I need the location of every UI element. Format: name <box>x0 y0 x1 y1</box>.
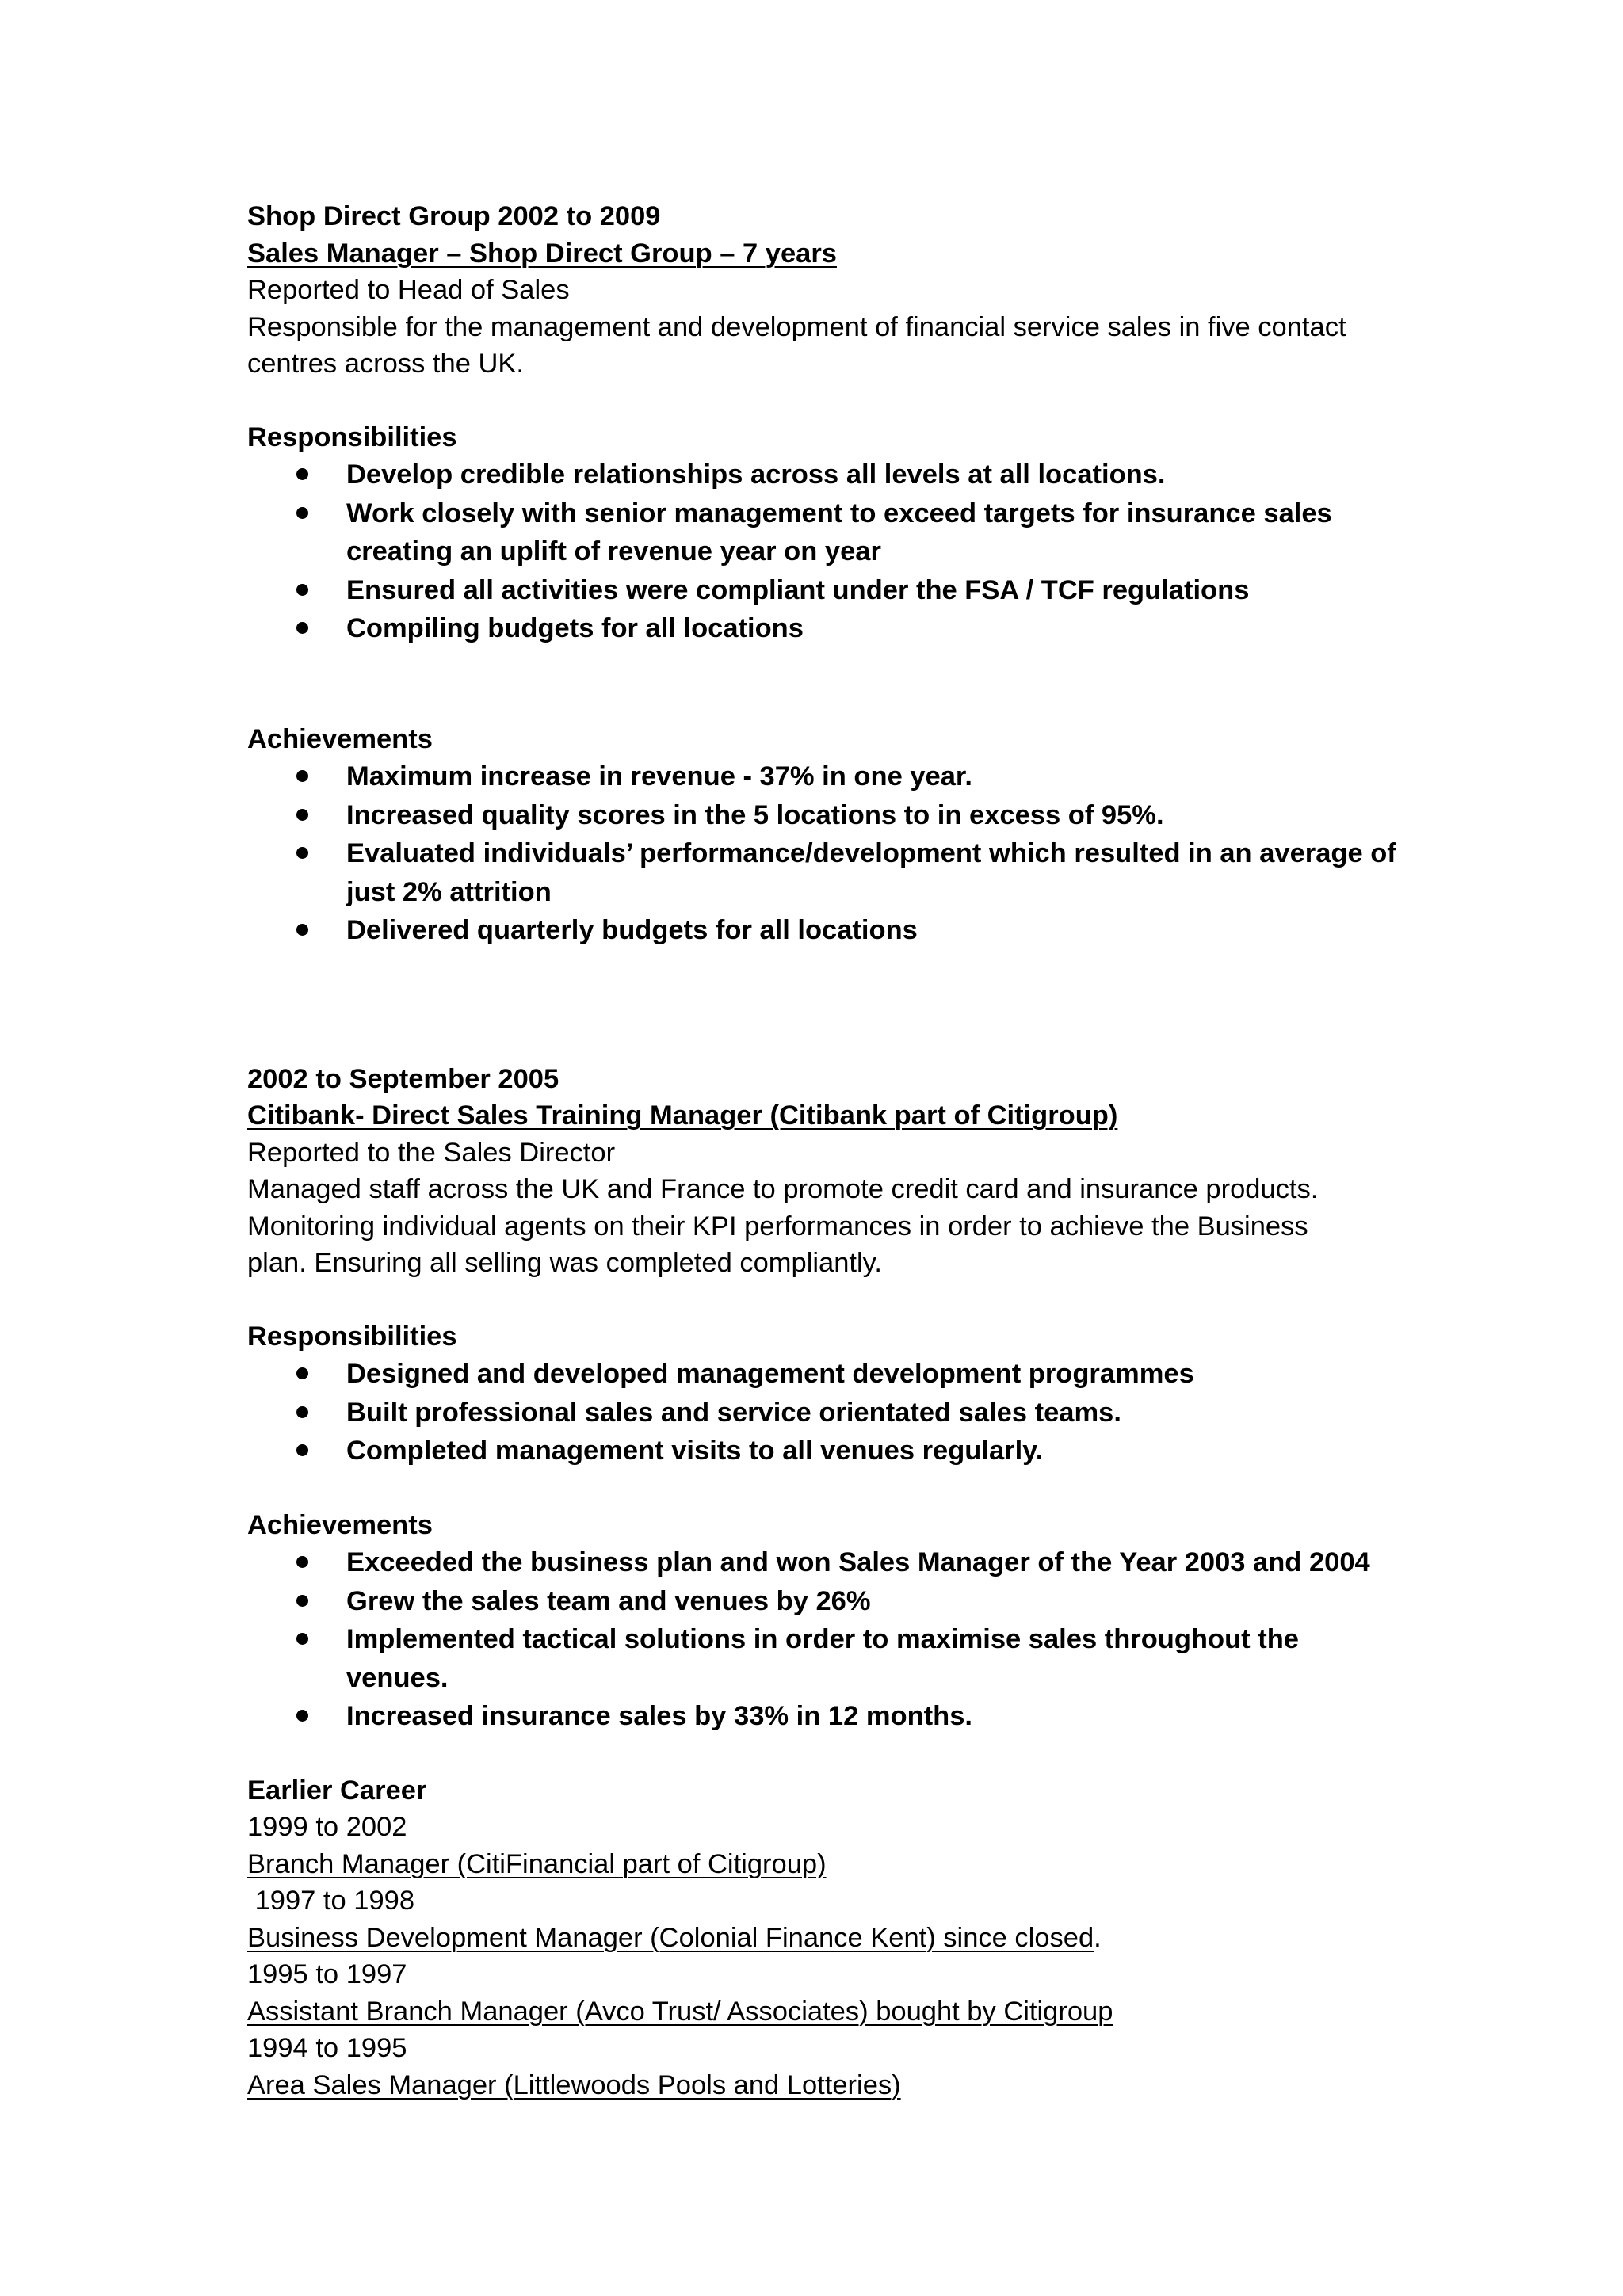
career-years: 1997 to 1998 <box>247 1886 415 1916</box>
job-title: Citibank- Direct Sales Training Manager (Citibank part of Citigroup) <box>247 1100 1118 1131</box>
list-item: Built professional sales and service orientated sales teams. <box>247 1394 1404 1432</box>
list-item: Increased insurance sales by 33% in 12 months. <box>247 1697 1404 1736</box>
job-description-line: Monitoring individual agents on their KPI performances in order to achieve the Business <box>247 1211 1308 1241</box>
list-item: Ensured all activities were compliant under the FSA / TCF regulations <box>247 571 1404 610</box>
list-item: Delivered quarterly budgets for all locations <box>247 911 1404 950</box>
responsibilities-list <box>247 456 1404 648</box>
responsibilities-heading: Responsibilities <box>247 421 457 452</box>
list-item: Work closely with senior management to exceed targets for insurance sales creating an uplift of revenue year on year <box>247 494 1404 571</box>
list-item: Grew the sales team and venues by 26% <box>247 1582 1404 1621</box>
section-citibank <box>247 1061 1404 1736</box>
bullet-icon <box>296 584 308 596</box>
achievements-heading: Achievements <box>247 1509 433 1540</box>
career-role: Branch Manager (CitiFinancial part of Citigroup) <box>247 1848 827 1879</box>
career-years: 1999 to 2002 <box>247 1812 407 1842</box>
list-item: Designed and developed management development programmes <box>247 1355 1404 1394</box>
bullet-icon <box>296 1444 308 1456</box>
list-item: Implemented tactical solutions in order to maximise sales throughout the venues. <box>247 1620 1404 1697</box>
bullet-icon <box>296 622 308 634</box>
achievements-list <box>247 1543 1404 1736</box>
bullet-icon <box>296 1556 308 1568</box>
job-description-line: centres across the UK. <box>247 349 524 379</box>
bullet-icon <box>296 1633 308 1645</box>
section-earlier-career <box>247 1772 1404 2104</box>
reporting-line: Reported to the Sales Director <box>247 1137 616 1168</box>
achievements-list <box>247 757 1404 950</box>
career-years: 1994 to 1995 <box>247 2033 407 2063</box>
achievements-heading: Achievements <box>247 723 433 754</box>
section-shop-direct <box>247 198 1404 950</box>
job-title: Sales Manager – Shop Direct Group – 7 years <box>247 238 837 269</box>
bullet-icon <box>296 809 308 821</box>
bullet-icon <box>296 1595 308 1607</box>
bullet-icon <box>296 1406 308 1418</box>
bullet-icon <box>296 924 308 936</box>
bullet-icon <box>296 468 308 480</box>
bullet-icon <box>296 770 308 782</box>
responsibilities-list <box>247 1355 1404 1470</box>
cv-content <box>247 198 1404 2103</box>
list-item: Evaluated individuals’ performance/development which resulted in an average of just 2% attrition <box>247 834 1404 911</box>
list-item: Maximum increase in revenue - 37% in one year. <box>247 757 1404 796</box>
list-item: Increased quality scores in the 5 locations to in excess of 95%. <box>247 796 1404 835</box>
section-heading: Shop Direct Group 2002 to 2009 <box>247 201 661 231</box>
section-heading: 2002 to September 2005 <box>247 1063 559 1094</box>
list-item: Completed management visits to all venues regularly. <box>247 1432 1404 1470</box>
list-item: Compiling budgets for all locations <box>247 609 1404 648</box>
bullet-icon <box>296 847 308 859</box>
job-description-line: Responsible for the management and development of financial service sales in five contact <box>247 311 1346 342</box>
bullet-icon <box>296 1710 308 1722</box>
career-role: Assistant Branch Manager (Avco Trust/ Associates) bought by Citigroup <box>247 1996 1113 2027</box>
list-item: Exceeded the business plan and won Sales Manager of the Year 2003 and 2004 <box>247 1543 1404 1582</box>
list-item: Develop credible relationships across all levels at all locations. <box>247 456 1404 494</box>
career-role: Business Development Manager (Colonial Finance Kent) since closed <box>247 1922 1094 1953</box>
bullet-icon <box>296 507 308 519</box>
responsibilities-heading: Responsibilities <box>247 1321 457 1352</box>
career-years: 1995 to 1997 <box>247 1959 407 1989</box>
earlier-career-heading: Earlier Career <box>247 1775 427 1806</box>
job-description-line: Managed staff across the UK and France to promote credit card and insurance products. <box>247 1174 1319 1204</box>
career-role: Area Sales Manager (Littlewoods Pools and Lotteries) <box>247 2069 901 2100</box>
job-description-line: plan. Ensuring all selling was completed compliantly. <box>247 1248 882 1278</box>
reporting-line: Reported to Head of Sales <box>247 275 570 305</box>
career-role-suffix: . <box>1094 1922 1102 1953</box>
bullet-icon <box>296 1367 308 1379</box>
